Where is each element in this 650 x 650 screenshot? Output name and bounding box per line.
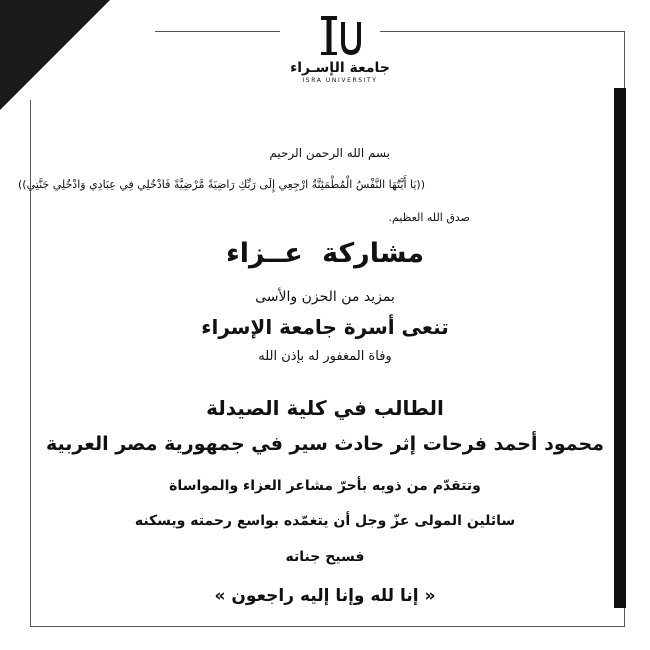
verse-closing: صدق الله العظيم. — [388, 211, 470, 224]
student-faculty-line: الطالب في كلية الصيدلة — [206, 396, 444, 420]
paradise-line: فسيح جناته — [285, 549, 365, 565]
black-side-bar — [614, 88, 626, 608]
university-logo — [290, 14, 390, 84]
logo-arabic-name: جامعة الإسـراء — [290, 60, 390, 76]
isra-university-logo-icon — [315, 14, 365, 58]
basmala: بسم الله الرحمن الرحيم — [269, 146, 390, 160]
quran-verse: ((يَا أَيَّتُهَا النَّفْسُ الْمُطْمَئِنَّةُ ارْجِعِي إِلَى رَبِّكِ رَاضِيَةً مَّرْضِيَّةً فَادْخُلِي فِي عِبَادِي وَادْخُلِي جَنَّتِي)) — [18, 178, 425, 191]
page-title: مشاركة عــزاء — [225, 238, 425, 269]
grief-line: بمزيد من الحزن والأسى — [255, 289, 395, 305]
black-corner-ribbon — [0, 0, 110, 110]
announcer-line: تنعى أسرة جامعة الإسراء — [201, 315, 449, 339]
prayer-line: سائلين المولى عزّ وجل أن يتغمّده بواسع رحمته ويسكنه — [134, 513, 516, 529]
logo-english-name: ISRA UNIVERSITY — [302, 77, 378, 84]
frame-border-top-right — [380, 31, 624, 32]
condolence-line: وتتقدّم من ذويه بأحرّ مشاعر العزاء والمواساة — [169, 478, 481, 494]
deceased-name-line: محمود أحمد فرحات إثر حادث سير في جمهورية مصر العربية — [46, 433, 604, 455]
frame-border-bottom — [30, 626, 625, 627]
deceased-intro: وفاة المغفور له بإذن الله — [258, 349, 392, 364]
frame-border-top-left — [155, 31, 280, 32]
closing-verse: « إنا لله وإنا إليه راجعون » — [214, 586, 436, 606]
